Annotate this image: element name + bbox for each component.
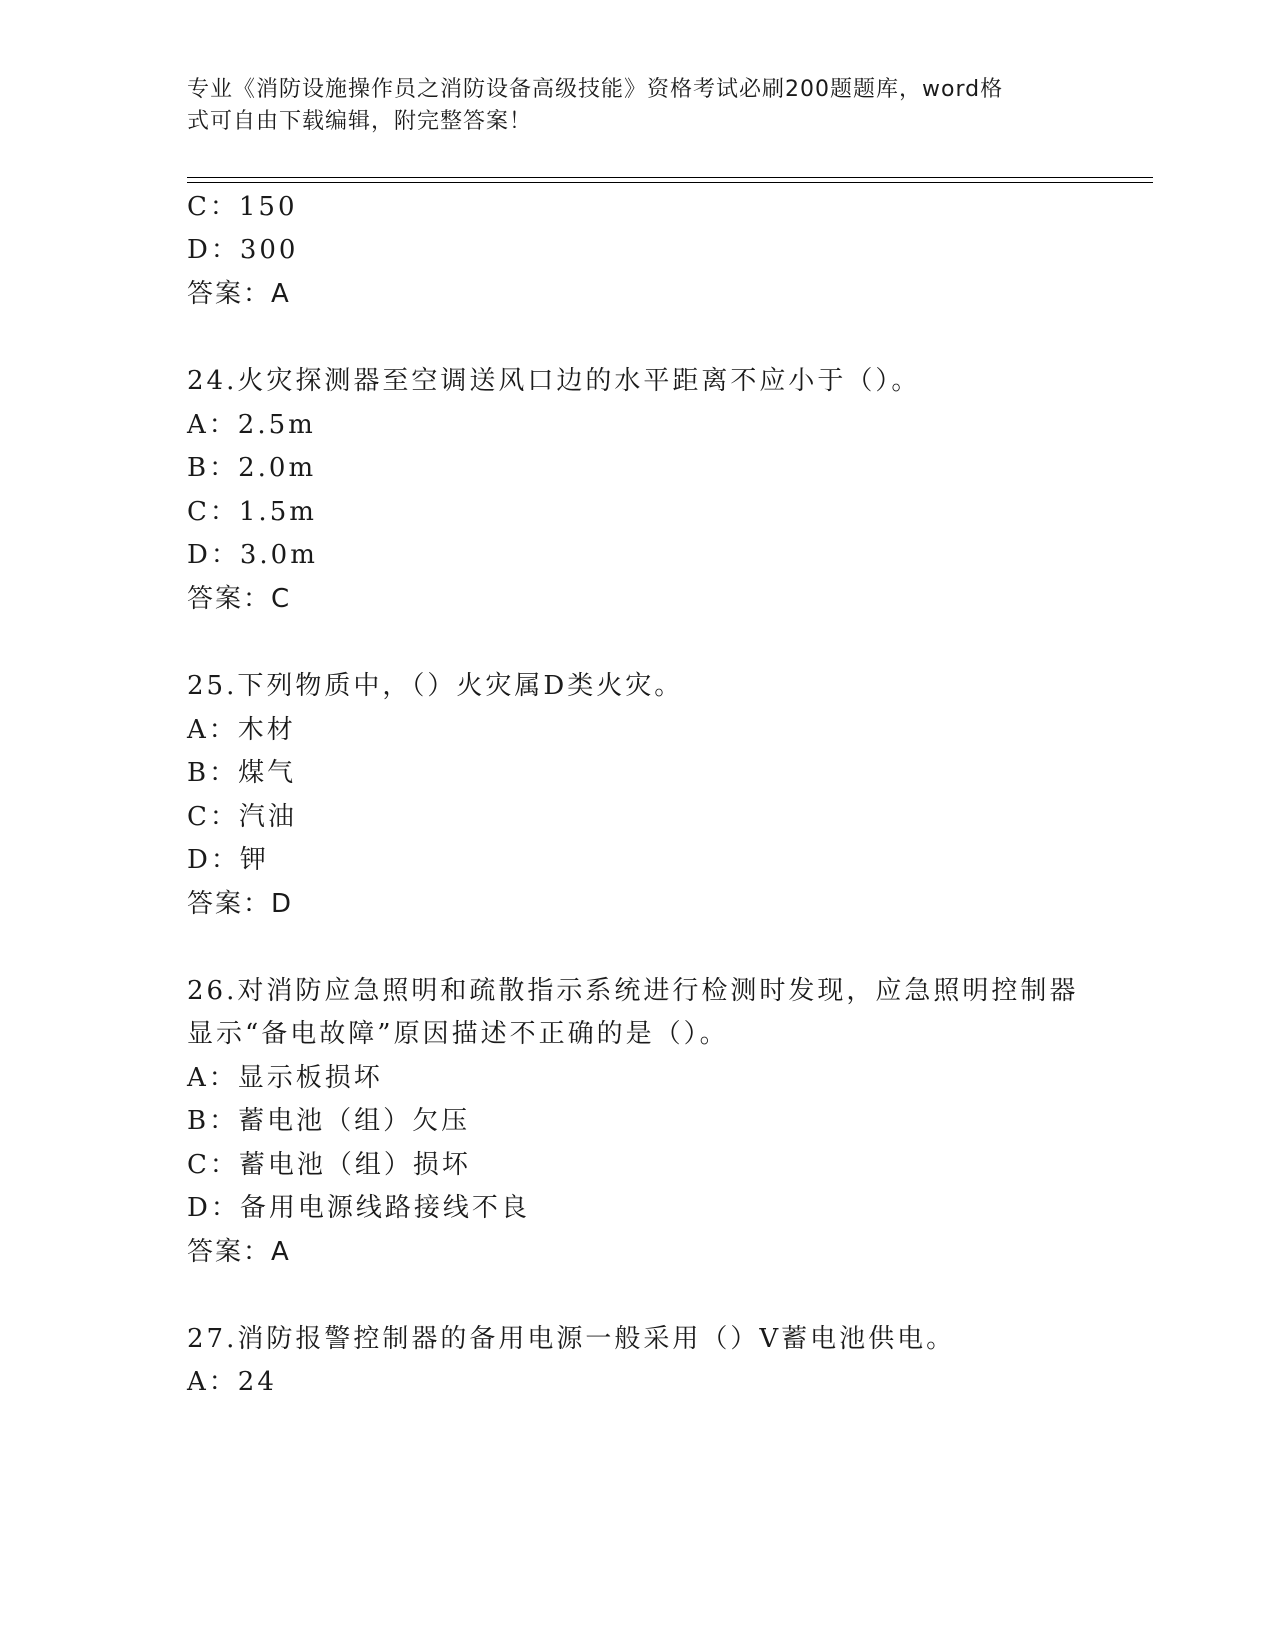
document-header (187, 74, 1087, 138)
q26-option-d: D：备用电源线路接线不良 (187, 1193, 530, 1223)
header-divider-bottom (187, 182, 1153, 183)
q26-option-a: A：显示板损坏 (187, 1063, 383, 1093)
q26-answer: 答案：A (187, 1237, 291, 1267)
q25-option-a: A：木材 (187, 715, 296, 745)
q25-option-c: C：汽油 (187, 802, 297, 832)
q24-option-c: C：1.5m (187, 497, 317, 527)
q23-option-d: D：300 (187, 235, 299, 265)
q24-option-a: A：2.5m (187, 410, 316, 440)
q26-option-b: B：蓄电池（组）欠压 (187, 1106, 471, 1136)
q23-option-c: C：150 (187, 192, 298, 222)
q23-answer: 答案：A (187, 279, 291, 309)
q24-question: 24.火灾探测器至空调送风口边的水平距离不应小于（）。 (187, 366, 921, 396)
header-divider-top (187, 177, 1153, 178)
q26-question-line-1: 26.对消防应急照明和疏散指示系统进行检测时发现，应急照明控制器 (187, 976, 1079, 1006)
q26-question-line-2: 显示“备电故障”原因描述不正确的是（）。 (187, 1019, 729, 1049)
q25-answer: 答案：D (187, 889, 294, 919)
q25-option-b: B：煤气 (187, 758, 297, 788)
header-line-1: 专业《消防设施操作员之消防设备高级技能》资格考试必刷200题题库，word格 (187, 77, 1004, 102)
header-line-2: 式可自由下载编辑，附完整答案！ (187, 109, 533, 134)
q24-option-d: D：3.0m (187, 540, 318, 570)
q27-option-a: A：24 (187, 1367, 277, 1397)
q25-option-d: D：钾 (187, 845, 269, 875)
q25-question: 25.下列物质中，（）火灾属D类火灾。 (187, 671, 684, 701)
q24-answer: 答案：C (187, 584, 292, 614)
q26-option-c: C：蓄电池（组）损坏 (187, 1150, 471, 1180)
q27-question: 27.消防报警控制器的备用电源一般采用（）V蓄电池供电。 (187, 1324, 956, 1354)
q24-option-b: B：2.0m (187, 453, 317, 483)
